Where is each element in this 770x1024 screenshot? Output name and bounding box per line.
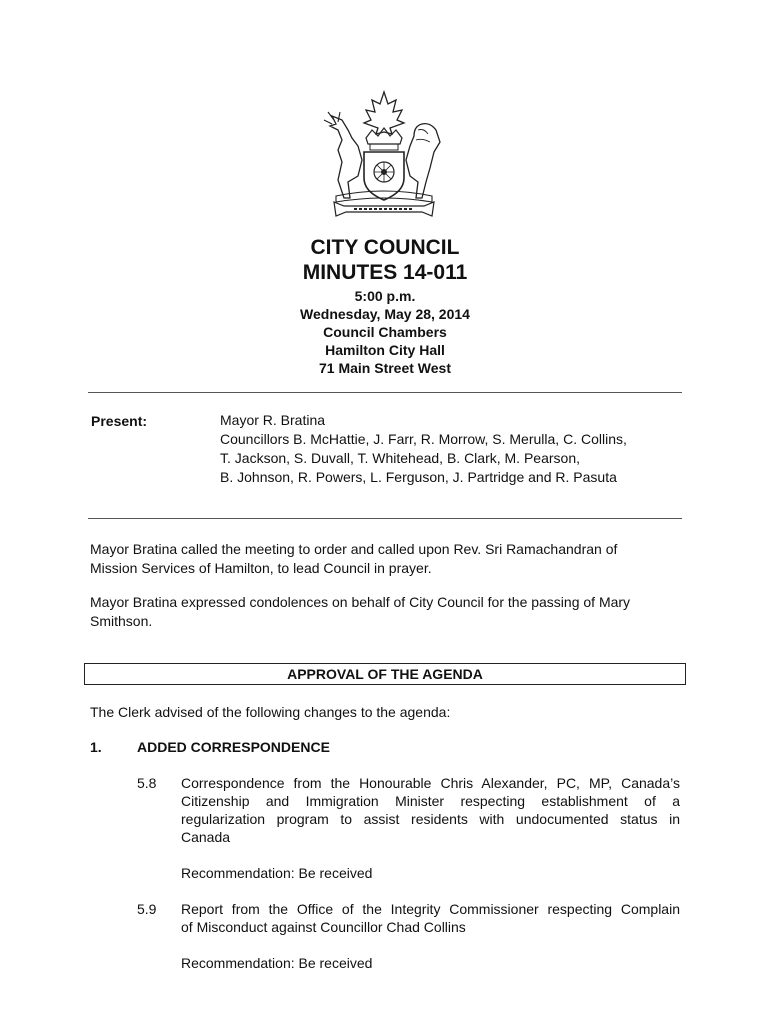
meeting-info <box>0 287 770 377</box>
paragraph-line: Mayor Bratina called the meeting to order and called upon Rev. Sri Ramachandran of <box>90 541 618 557</box>
council-title: CITY COUNCIL <box>310 236 460 259</box>
sub-item-line: Citizenship and Immigration Minister respecting establishment of a <box>181 793 680 809</box>
attendee-line: T. Jackson, S. Duvall, T. Whitehead, B. Clark, M. Pearson, <box>220 450 580 466</box>
bottom-divider <box>88 518 682 519</box>
sub-item-text <box>181 774 680 846</box>
attendee-line: Mayor R. Bratina <box>220 412 326 428</box>
recommendation: Recommendation: Be received <box>181 955 373 971</box>
condolences-paragraph <box>90 593 690 631</box>
item-heading: ADDED CORRESPONDENCE <box>137 739 330 755</box>
meeting-address: 71 Main Street West <box>318 360 451 376</box>
meeting-building: Hamilton City Hall <box>325 342 445 358</box>
meeting-room: Council Chambers <box>323 324 447 340</box>
meeting-date: Wednesday, May 28, 2014 <box>300 306 470 322</box>
minutes-number: MINUTES 14-011 <box>302 261 468 284</box>
attendance-list <box>220 411 627 487</box>
section-heading: APPROVAL OF THE AGENDA <box>84 663 686 685</box>
attendee-line: Councillors B. McHattie, J. Farr, R. Morrow, S. Merulla, C. Collins, <box>220 431 627 447</box>
sub-item-line: of Misconduct against Councillor Chad Collins <box>181 919 466 935</box>
sub-item-number: 5.8 <box>137 775 157 791</box>
sub-item-text <box>181 900 680 936</box>
item-number: 1. <box>90 739 102 755</box>
opening-paragraph <box>90 540 690 578</box>
sub-item-line: Canada <box>181 829 231 845</box>
clerk-statement: The Clerk advised of the following changes to the agenda: <box>90 704 451 720</box>
present-label: Present: <box>91 413 148 429</box>
meeting-time: 5:00 p.m. <box>354 288 416 304</box>
sub-item-number: 5.9 <box>137 901 157 917</box>
top-divider <box>88 392 682 393</box>
paragraph-line: Mayor Bratina expressed condolences on behalf of City Council for the passing of Mary <box>90 594 631 610</box>
sub-item-line: regularization program to assist residents with undocumented status in <box>181 811 680 827</box>
attendee-line: B. Johnson, R. Powers, L. Ferguson, J. Partridge and R. Pasuta <box>220 469 617 485</box>
paragraph-line: Smithson. <box>90 613 153 629</box>
sub-item-line: Correspondence from the Honourable Chris Alexander, PC, MP, Canada’s <box>181 775 680 791</box>
recommendation: Recommendation: Be received <box>181 865 373 881</box>
city-coat-of-arms-icon <box>318 90 450 220</box>
paragraph-line: Mission Services of Hamilton, to lead Council in prayer. <box>90 560 432 576</box>
sub-item-line: Report from the Office of the Integrity Commissioner respecting Complain <box>181 901 680 917</box>
